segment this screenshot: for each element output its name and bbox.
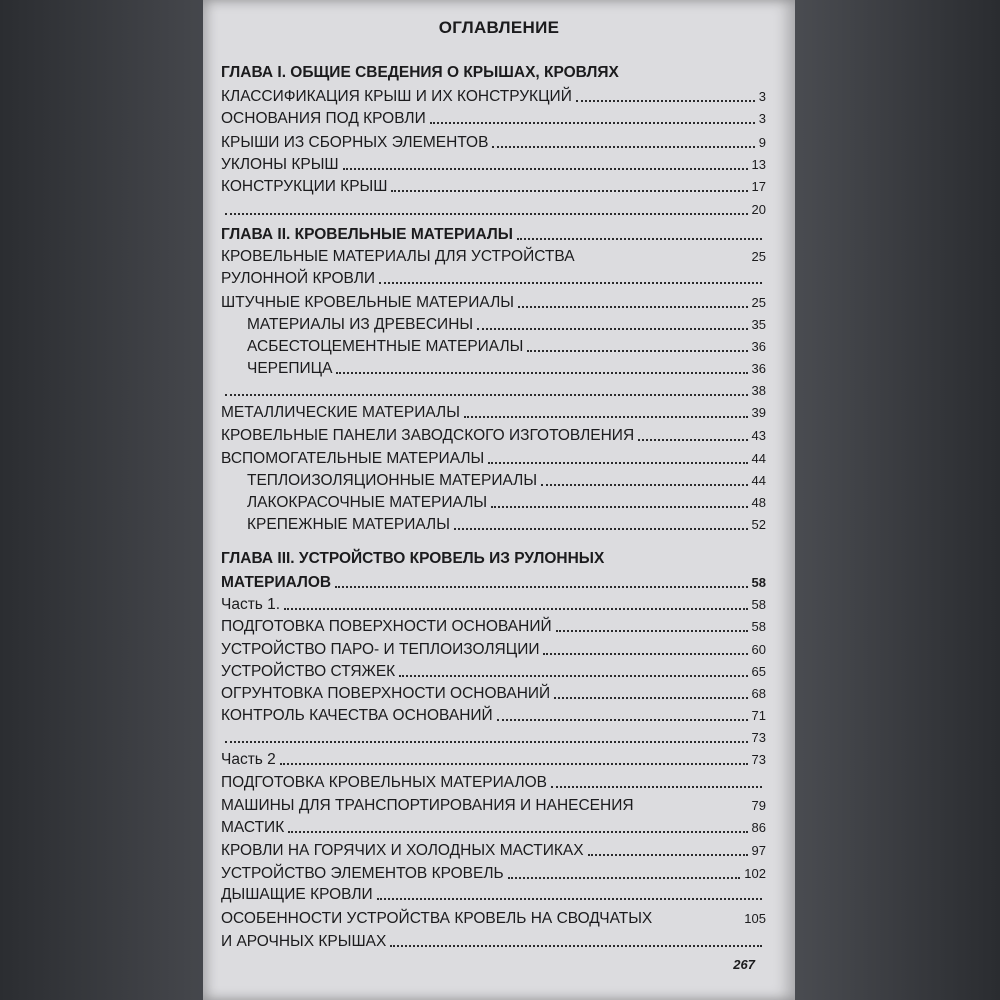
toc-entry-page: 39 bbox=[751, 405, 766, 420]
dot-leader bbox=[492, 146, 754, 148]
toc-entry bbox=[221, 312, 766, 334]
dot-leader bbox=[284, 608, 747, 610]
toc-entry bbox=[221, 356, 766, 378]
toc-entry bbox=[221, 84, 766, 106]
toc-entry-title: КЛАССИФИКАЦИЯ КРЫШ И ИХ КОНСТРУКЦИЙ bbox=[221, 88, 572, 105]
toc-entry-page: 13 bbox=[751, 157, 766, 172]
dot-leader bbox=[551, 786, 762, 788]
toc-entry-page: 58 bbox=[751, 575, 766, 590]
toc-entry bbox=[221, 882, 766, 904]
toc-entry bbox=[221, 152, 766, 174]
toc-entry-title: КРОВЕЛЬНЫЕ ПАНЕЛИ ЗАВОДСКОГО ИЗГОТОВЛЕНИЯ bbox=[221, 427, 635, 444]
toc-entry-title: УКЛОНЫ КРЫШ bbox=[221, 156, 339, 173]
dot-leader bbox=[280, 763, 748, 765]
toc-entry-title: И АРОЧНЫХ КРЫШАХ bbox=[221, 933, 387, 950]
dot-leader bbox=[527, 350, 747, 352]
toc-entry-page: 52 bbox=[751, 517, 766, 532]
toc-entry-title: МАСТИК bbox=[221, 819, 285, 836]
dot-leader bbox=[225, 394, 748, 396]
toc-entry bbox=[221, 929, 766, 951]
toc-entry bbox=[221, 106, 766, 128]
toc-entry bbox=[221, 681, 766, 703]
toc-entry-title: ОСОБЕННОСТИ УСТРОЙСТВА КРОВЕЛЬ НА СВОДЧАТЫХ bbox=[221, 910, 653, 927]
toc-entry-title: ДЫШАЩИЕ КРОВЛИ bbox=[221, 886, 373, 903]
toc-entry-title: ГЛАВА I. ОБЩИЕ СВЕДЕНИЯ О КРЫШАХ, КРОВЛЯХ bbox=[221, 64, 619, 81]
dot-leader bbox=[343, 168, 748, 170]
toc-entry-title: КРЕПЕЖНЫЕ МАТЕРИАЛЫ bbox=[247, 516, 450, 533]
toc-entry bbox=[221, 815, 766, 837]
toc-entry bbox=[221, 838, 766, 860]
toc-entry-page: 73 bbox=[751, 752, 766, 767]
toc-entry-page: 3 bbox=[758, 89, 766, 104]
toc-entry-page: 68 bbox=[751, 686, 766, 701]
toc-entry bbox=[221, 446, 766, 468]
toc-entry bbox=[221, 222, 766, 244]
toc-entry-title: КРОВЕЛЬНЫЕ МАТЕРИАЛЫ ДЛЯ УСТРОЙСТВА bbox=[221, 248, 575, 265]
dot-leader bbox=[517, 238, 762, 240]
toc-entry-page: 79 bbox=[751, 798, 766, 813]
toc-entry-title: ЧЕРЕПИЦА bbox=[247, 360, 333, 377]
dot-leader bbox=[543, 653, 747, 655]
toc-entry-title: МАТЕРИАЛОВ bbox=[221, 574, 332, 591]
dot-leader bbox=[554, 697, 747, 699]
dot-leader bbox=[391, 190, 747, 192]
toc-entry bbox=[221, 592, 766, 614]
dot-leader bbox=[225, 741, 748, 743]
toc-entry-title: ПОДГОТОВКА ПОВЕРХНОСТИ ОСНОВАНИЙ bbox=[221, 618, 552, 635]
toc-entry-title: КОНТРОЛЬ КАЧЕСТВА ОСНОВАНИЙ bbox=[221, 707, 493, 724]
toc-entry bbox=[221, 770, 766, 792]
toc-entry-title: ПОДГОТОВКА КРОВЕЛЬНЫХ МАТЕРИАЛОВ bbox=[221, 774, 548, 791]
toc-entry bbox=[221, 290, 766, 312]
toc-entry bbox=[221, 861, 766, 883]
toc-entry-page: 73 bbox=[751, 730, 766, 745]
toc-entry bbox=[221, 378, 766, 400]
toc-entry-title: ТЕПЛОИЗОЛЯЦИОННЫЕ МАТЕРИАЛЫ bbox=[247, 472, 538, 489]
toc-entry-page: 3 bbox=[758, 111, 766, 126]
toc-entry-page: 97 bbox=[751, 843, 766, 858]
toc-entry-title: ОСНОВАНИЯ ПОД КРОВЛИ bbox=[221, 110, 426, 127]
background-left bbox=[0, 0, 203, 1000]
page-title: ОГЛАВЛЕНИЕ bbox=[438, 18, 560, 37]
toc-entry bbox=[221, 512, 766, 534]
toc-entry-title: МАШИНЫ ДЛЯ ТРАНСПОРТИРОВАНИЯ И НАНЕСЕНИЯ bbox=[221, 797, 634, 814]
toc-entry bbox=[221, 266, 766, 288]
toc-entry-title: МЕТАЛЛИЧЕСКИЕ МАТЕРИАЛЫ bbox=[221, 404, 460, 421]
background-right bbox=[795, 0, 1000, 1000]
toc-entry bbox=[221, 468, 766, 490]
dot-leader bbox=[390, 945, 762, 947]
toc-entry bbox=[221, 244, 766, 266]
toc-entry-title: Часть 2 bbox=[221, 751, 276, 768]
toc-entry bbox=[221, 637, 766, 659]
dot-leader bbox=[379, 282, 762, 284]
toc-entry-title: ГЛАВА III. УСТРОЙСТВО КРОВЕЛЬ ИЗ РУЛОННЫХ bbox=[221, 550, 605, 567]
dot-leader bbox=[488, 462, 747, 464]
toc-entry-page: 60 bbox=[751, 642, 766, 657]
toc-entry-page: 17 bbox=[751, 179, 766, 194]
toc-entry bbox=[221, 130, 766, 152]
toc-entry bbox=[221, 400, 766, 422]
toc-entry-page: 65 bbox=[751, 664, 766, 679]
dot-leader bbox=[377, 898, 762, 900]
dot-leader bbox=[556, 630, 748, 632]
toc-entry-page: 35 bbox=[751, 317, 766, 332]
toc-entry-title: УСТРОЙСТВО СТЯЖЕК bbox=[221, 663, 396, 680]
dot-leader bbox=[336, 372, 747, 374]
toc-entry-page: 86 bbox=[751, 820, 766, 835]
toc-entry-page: 36 bbox=[751, 339, 766, 354]
toc-entry-title: УСТРОЙСТВО ПАРО- И ТЕПЛОИЗОЛЯЦИИ bbox=[221, 641, 540, 658]
toc-entry bbox=[221, 197, 766, 219]
toc-entry-page: 44 bbox=[751, 451, 766, 466]
dot-leader bbox=[288, 831, 747, 833]
toc-entry-page: 36 bbox=[751, 361, 766, 376]
toc-entry-page: 71 bbox=[751, 708, 766, 723]
toc-entry bbox=[221, 174, 766, 196]
toc-entry-page: 9 bbox=[758, 135, 766, 150]
toc-entry-title: МАТЕРИАЛЫ ИЗ ДРЕВЕСИНЫ bbox=[247, 316, 474, 333]
toc-entry-title: ВСПОМОГАТЕЛЬНЫЕ МАТЕРИАЛЫ bbox=[221, 450, 485, 467]
toc-entry bbox=[221, 906, 766, 928]
toc-entry bbox=[221, 725, 766, 747]
dot-leader bbox=[399, 675, 747, 677]
toc-entry bbox=[221, 659, 766, 681]
dot-leader bbox=[518, 306, 748, 308]
dot-leader bbox=[491, 506, 747, 508]
toc-entry-title: УСТРОЙСТВО ЭЛЕМЕНТОВ КРОВЕЛЬ bbox=[221, 865, 504, 882]
toc-entry-page: 38 bbox=[751, 383, 766, 398]
toc-entry bbox=[221, 334, 766, 356]
dot-leader bbox=[335, 586, 747, 588]
toc-entry-title: ГЛАВА II. КРОВЕЛЬНЫЕ МАТЕРИАЛЫ bbox=[221, 226, 513, 243]
dot-leader bbox=[576, 100, 755, 102]
toc-entry-title: КРЫШИ ИЗ СБОРНЫХ ЭЛЕМЕНТОВ bbox=[221, 134, 489, 151]
toc-entry-page: 25 bbox=[751, 249, 766, 264]
toc-entry-title: ЛАКОКРАСОЧНЫЕ МАТЕРИАЛЫ bbox=[247, 494, 488, 511]
dot-leader bbox=[464, 416, 748, 418]
toc-entry-page: 58 bbox=[751, 619, 766, 634]
toc-entry bbox=[221, 490, 766, 512]
toc-entry-page: 48 bbox=[751, 495, 766, 510]
toc-entry bbox=[221, 60, 766, 82]
page-number: 267 bbox=[733, 957, 755, 972]
toc-entry-title: Часть 1. bbox=[221, 596, 281, 613]
toc-entry-page: 102 bbox=[744, 866, 766, 881]
toc-entry-title: КОНСТРУКЦИИ КРЫШ bbox=[221, 178, 388, 195]
toc-entry-page: 58 bbox=[751, 597, 766, 612]
toc-entry-title: РУЛОННОЙ КРОВЛИ bbox=[221, 270, 376, 287]
dot-leader bbox=[430, 122, 755, 124]
toc-entry bbox=[221, 614, 766, 636]
toc-entry-page: 25 bbox=[751, 295, 766, 310]
toc-entry bbox=[221, 570, 766, 592]
toc-entry-page: 20 bbox=[751, 202, 766, 217]
toc-entry bbox=[221, 423, 766, 445]
dot-leader bbox=[588, 854, 748, 856]
dot-leader bbox=[477, 328, 747, 330]
toc-entry bbox=[221, 793, 766, 815]
toc-entry-title: АСБЕСТОЦЕМЕНТНЫЕ МАТЕРИАЛЫ bbox=[247, 338, 524, 355]
book-page bbox=[203, 0, 795, 1000]
dot-leader bbox=[497, 719, 748, 721]
dot-leader bbox=[225, 213, 748, 215]
toc-entry-title: ШТУЧНЫЕ КРОВЕЛЬНЫЕ МАТЕРИАЛЫ bbox=[221, 294, 514, 311]
toc-entry-page: 44 bbox=[751, 473, 766, 488]
toc-entry-page: 43 bbox=[751, 428, 766, 443]
toc-entry-title: КРОВЛИ НА ГОРЯЧИХ И ХОЛОДНЫХ МАСТИКАХ bbox=[221, 842, 584, 859]
dot-leader bbox=[541, 484, 747, 486]
toc-entry-title: ОГРУНТОВКА ПОВЕРХНОСТИ ОСНОВАНИЙ bbox=[221, 685, 551, 702]
dot-leader bbox=[508, 877, 741, 879]
dot-leader bbox=[638, 439, 747, 441]
toc-entry-page: 105 bbox=[744, 911, 766, 926]
toc-entry bbox=[221, 703, 766, 725]
toc-entry bbox=[221, 546, 766, 568]
dot-leader bbox=[454, 528, 748, 530]
toc-entry bbox=[221, 747, 766, 769]
